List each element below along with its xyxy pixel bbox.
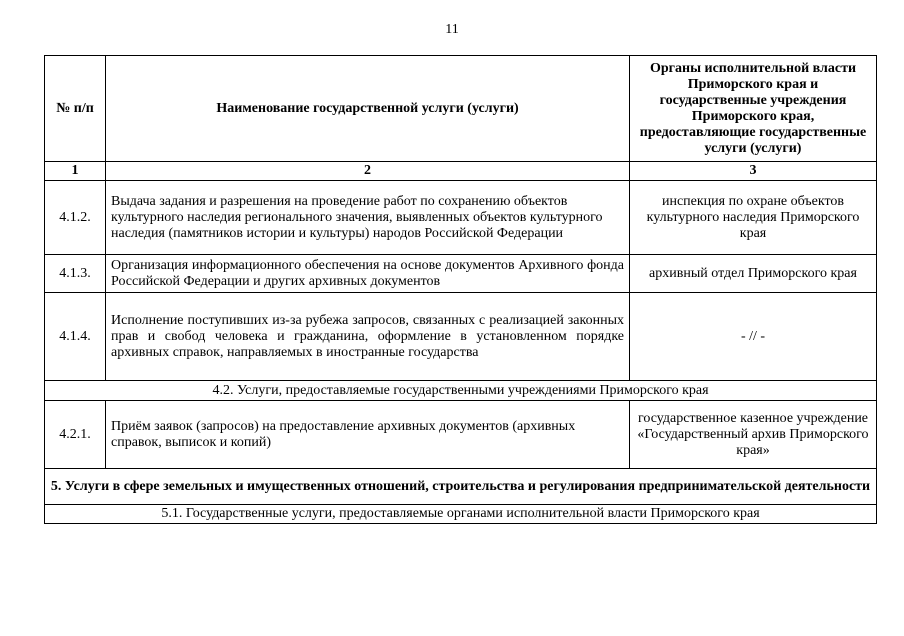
header-org: Органы исполнительной власти Приморского края и государственные учреждения Приморского края, предоставляющие государственные услуги (услуги): [630, 56, 877, 162]
table-row: [45, 293, 877, 381]
service-name: Организация информационного обеспечения на основе документов Архивного фонда Российской Федерации и других архивных документов: [106, 255, 630, 293]
column-index-1: 1: [45, 162, 106, 181]
header-name: Наименование государственной услуги (услуги): [106, 56, 630, 162]
table-row: [45, 401, 877, 469]
table-row: [45, 255, 877, 293]
service-organization: - // -: [630, 293, 877, 381]
column-index-2: 2: [106, 162, 630, 181]
service-organization: архивный отдел Приморского края: [630, 255, 877, 293]
service-name: Исполнение поступивших из-за рубежа запросов, связанных с реализацией законных прав и свобод человека и гражданина, оформление в установленном порядке архивных справок, направляемых в иностранные государства: [106, 293, 630, 381]
table-header-row: [45, 56, 877, 162]
section-heading-row: [45, 469, 877, 505]
section-heading-4-2: 4.2. Услуги, предоставляемые государственными учреждениями Приморского края: [45, 381, 877, 401]
service-organization: инспекция по охране объектов культурного наследия Приморского края: [630, 181, 877, 255]
service-name: Выдача задания и разрешения на проведение работ по сохранению объектов культурного наследия регионального значения, выявленных объектов культурного наследия (памятников истории и культуры) народов Российской Федерации: [106, 181, 630, 255]
column-index-3: 3: [630, 162, 877, 181]
services-table: [44, 55, 877, 524]
service-organization: государственное казенное учреждение «Государственный архив Приморского края»: [630, 401, 877, 469]
row-number: 4.2.1.: [45, 401, 106, 469]
section-heading-5: 5. Услуги в сфере земельных и имущественных отношений, строительства и регулирования предпринимательской деятельности: [45, 469, 877, 505]
service-name: Приём заявок (запросов) на предоставление архивных документов (архивных справок, выписок и копий): [106, 401, 630, 469]
page-number: 11: [445, 22, 459, 37]
row-number: 4.1.3.: [45, 255, 106, 293]
row-number: 4.1.2.: [45, 181, 106, 255]
section-heading-5-1: 5.1. Государственные услуги, предоставляемые органами исполнительной власти Приморского края: [45, 505, 877, 524]
column-index-row: [45, 162, 877, 181]
row-number: 4.1.4.: [45, 293, 106, 381]
section-heading-row: [45, 381, 877, 401]
section-heading-row: [45, 505, 877, 524]
table-row: [45, 181, 877, 255]
header-num: № п/п: [45, 56, 106, 162]
